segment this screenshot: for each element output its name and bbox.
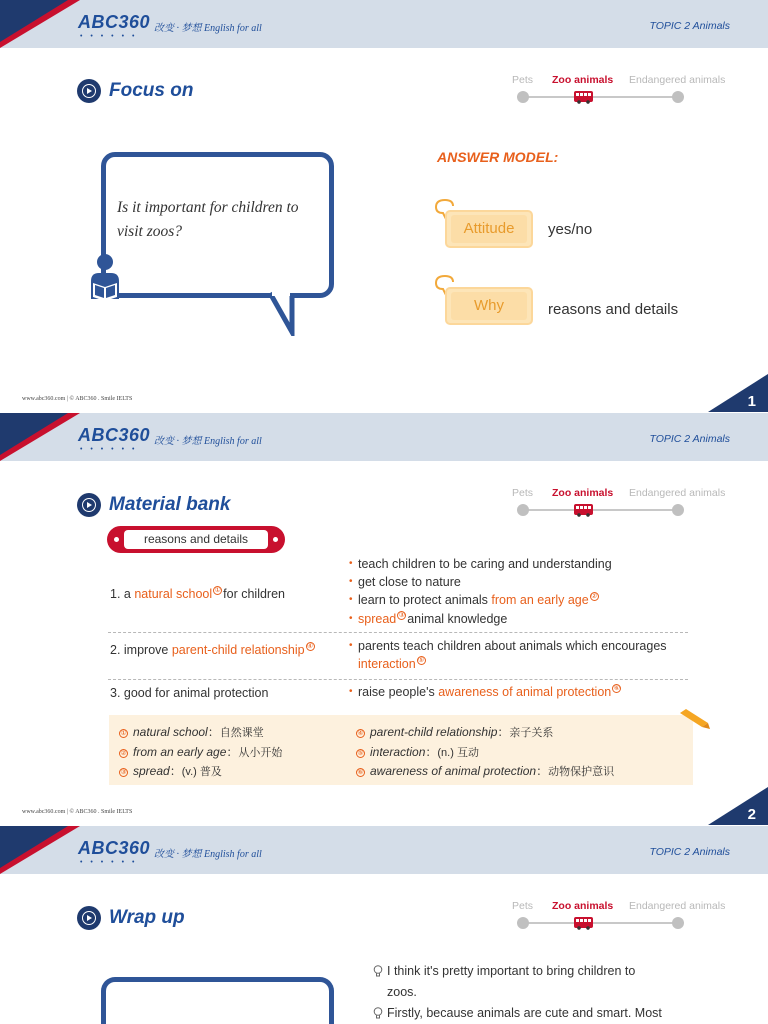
play-icon — [77, 79, 101, 103]
question-text: Is it important for children to visit zoos? — [117, 199, 299, 240]
answer-line: zoos. — [387, 985, 417, 999]
reader-icon — [89, 253, 129, 303]
slide-focus-on — [0, 0, 768, 412]
bus-icon — [574, 504, 593, 515]
brand-tagline: 改变 · 梦想 English for all — [154, 849, 262, 860]
page-number: 2 — [747, 806, 756, 823]
reason-text: for children — [223, 587, 285, 601]
glossary-item: ② from an early age：从小开始 — [120, 744, 283, 759]
row-divider — [108, 632, 688, 633]
bus-icon — [574, 917, 593, 928]
section-pill — [107, 526, 285, 553]
progress-step-endangered: Endangered animals — [629, 900, 726, 912]
detail-item: • get close to nature — [349, 573, 612, 591]
progress-dot — [517, 504, 529, 516]
slide-title-group — [77, 905, 185, 931]
brand-logo-dots: • • • • • • — [80, 33, 138, 40]
topic-progress — [505, 74, 735, 104]
progress-step-pets: Pets — [512, 487, 534, 499]
bulb-icon — [373, 1007, 383, 1020]
reason-text: 3. good for animal protection — [110, 686, 269, 700]
brand-logo-dots: • • • • • • — [80, 446, 138, 453]
topic-label: TOPIC 2 Animals — [649, 433, 730, 445]
reason-highlight: natural school — [134, 587, 213, 601]
play-icon — [77, 906, 101, 930]
why-tag — [445, 287, 533, 325]
speech-bubble — [101, 977, 334, 1024]
slide-title: Wrap up — [109, 907, 185, 928]
progress-dot — [672, 504, 684, 516]
slide-title: Focus on — [109, 80, 194, 101]
progress-dot — [517, 917, 529, 929]
progress-dot — [672, 91, 684, 103]
slide-title: Material bank — [109, 494, 231, 515]
answer-line: Firstly, because animals are cute and smart. Most — [373, 1003, 703, 1024]
page-corner — [708, 374, 768, 412]
reason-highlight: parent-child relationship — [171, 643, 305, 657]
topic-label: TOPIC 2 Animals — [649, 20, 730, 32]
detail-list-2 — [349, 637, 699, 673]
corner-decoration — [0, 826, 68, 868]
answer-line: I think it's pretty important to bring children to — [373, 961, 703, 982]
detail-item: • spread ③ animal knowledge — [349, 610, 612, 628]
page-corner — [708, 787, 768, 825]
glossary-item: ⑤ interaction：(n.) 互动 — [357, 744, 479, 759]
brand-logo: ABC360 — [78, 12, 151, 32]
brand-tagline: 改变 · 梦想 English for all — [154, 436, 262, 447]
footer-text: www.abc360.com | © ABC360 . Smile IELTS — [22, 396, 133, 402]
attitude-tag-label: Attitude — [463, 220, 515, 237]
progress-step-pets: Pets — [512, 74, 534, 86]
glossary-item: ① natural school：自然课堂 — [120, 725, 264, 739]
progress-step-endangered: Endangered animals — [629, 487, 726, 499]
glossary-item: ⑥ awareness of animal protection：动物保护意识 — [357, 764, 615, 778]
pencil-icon — [676, 709, 710, 735]
progress-step-zoo-animals: Zoo animals — [552, 487, 614, 499]
footnote-marker: ④ — [306, 643, 314, 650]
bus-icon — [574, 91, 593, 102]
detail-list-1 — [349, 555, 612, 628]
progress-dot — [672, 917, 684, 929]
page-number: 1 — [747, 393, 756, 410]
topic-label: TOPIC 2 Animals — [649, 846, 730, 858]
corner-decoration — [0, 0, 68, 42]
slide-title-group — [77, 492, 230, 518]
footer-text: www.abc360.com | © ABC360 . Smile IELTS — [22, 809, 133, 815]
detail-list-3 — [349, 683, 622, 701]
brand-logo: ABC360 — [78, 838, 151, 858]
play-icon — [77, 493, 101, 517]
glossary-item: ③ spread：(v.) 普及 — [120, 764, 222, 778]
slide-material-bank — [0, 413, 768, 825]
footnote-marker: ① — [214, 587, 221, 594]
glossary-column-left — [119, 723, 282, 782]
why-tag-label: Why — [474, 297, 504, 314]
attitude-tag — [445, 210, 533, 248]
detail-item: • learn to protect animals from an early age ② — [349, 591, 612, 609]
reason-row-3 — [110, 686, 268, 700]
glossary-item: ④ parent-child relationship：亲子关系 — [357, 725, 554, 739]
why-desc: reasons and details — [548, 301, 679, 318]
slide-title-group — [77, 78, 193, 104]
wrap-up-answer — [373, 961, 703, 1024]
progress-track — [523, 96, 678, 98]
detail-item: • raise people's awareness of animal protection ⑥ — [349, 683, 622, 701]
detail-item: • teach children to be caring and understanding — [349, 555, 612, 573]
progress-step-pets: Pets — [512, 900, 534, 912]
row-divider — [108, 679, 688, 680]
glossary-column-right — [356, 723, 614, 782]
brand-logo: ABC360 — [78, 425, 151, 445]
attitude-desc: yes/no — [548, 221, 593, 238]
progress-step-zoo-animals: Zoo animals — [552, 900, 614, 912]
bulb-icon — [373, 965, 383, 978]
progress-step-zoo-animals: Zoo animals — [552, 74, 614, 86]
progress-step-endangered: Endangered animals — [629, 74, 726, 86]
detail-item: • parents teach children about animals which encourages interaction ⑤ — [349, 637, 699, 673]
slide-wrap-up — [0, 826, 768, 1024]
corner-decoration — [0, 413, 68, 455]
brand-tagline: 改变 · 梦想 English for all — [154, 23, 262, 34]
topic-progress — [505, 487, 735, 517]
progress-dot — [517, 91, 529, 103]
progress-track — [523, 509, 678, 511]
section-pill-label: reasons and details — [124, 530, 268, 549]
reason-text: 2. improve — [110, 643, 172, 657]
speech-bubble-tail — [260, 290, 300, 336]
topic-progress — [505, 900, 735, 930]
reason-row-2 — [110, 642, 316, 657]
reason-text: 1. a — [110, 587, 135, 601]
progress-track — [523, 922, 678, 924]
answer-model-label: ANSWER MODEL: — [437, 149, 559, 165]
reason-row-1 — [110, 586, 285, 601]
glossary-box — [109, 715, 693, 785]
brand-logo-dots: • • • • • • — [80, 859, 138, 866]
